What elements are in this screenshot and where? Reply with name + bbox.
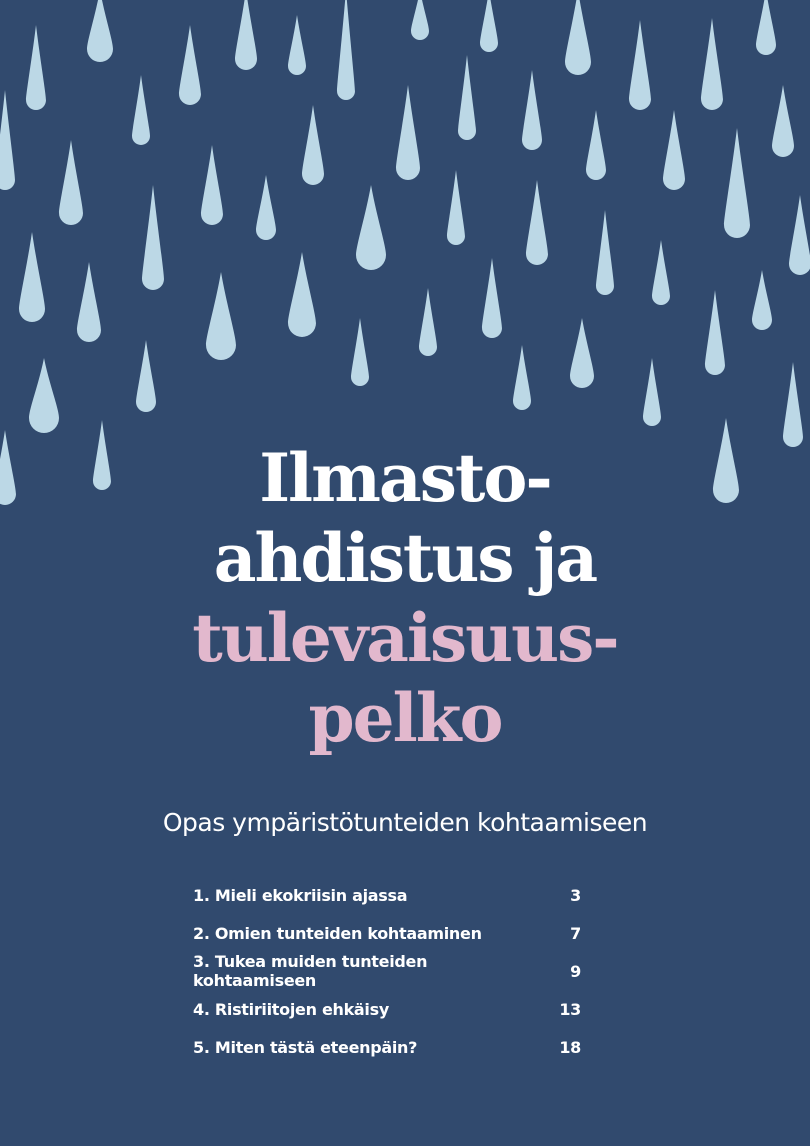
raindrop-shape	[652, 240, 670, 305]
toc-item-3[interactable]	[193, 952, 581, 990]
cover-title	[0, 438, 810, 758]
raindrop-shape	[356, 185, 386, 270]
toc-item-label: 3. Tukea muiden tunteiden kohtaamiseen	[193, 952, 428, 990]
raindrop-shape	[643, 358, 661, 426]
raindrop-shape	[447, 170, 465, 245]
raindrop-shape	[19, 232, 45, 322]
raindrop-shape	[288, 15, 306, 75]
toc-item-4[interactable]	[193, 990, 581, 1028]
raindrop-shape	[411, 0, 429, 40]
title-line-2: ahdistus ja	[213, 519, 597, 597]
raindrop-shape	[705, 290, 725, 375]
raindrop-shape	[565, 0, 591, 75]
raindrop-shape	[629, 20, 651, 110]
raindrop-shape	[724, 128, 750, 238]
raindrop-shape	[256, 175, 276, 240]
title-line-4: pelko	[308, 679, 502, 757]
raindrop-shape	[142, 185, 164, 290]
raindrop-shape	[752, 270, 772, 330]
toc-item-label: 1. Mieli ekokriisin ajassa	[193, 885, 408, 905]
title-line-3: tulevaisuus-	[192, 599, 618, 677]
raindrop-shape	[0, 90, 15, 190]
toc-item-label: 4. Ristiriitojen ehkäisy	[193, 999, 389, 1019]
raindrop-shape	[419, 288, 437, 356]
raindrop-shape	[337, 0, 355, 100]
raindrop-shape	[206, 272, 236, 360]
raindrop-shape	[789, 195, 810, 275]
toc-item-page: 3	[570, 885, 581, 905]
raindrop-shape	[132, 75, 150, 145]
toc-item-page: 9	[570, 961, 581, 981]
raindrop-shape	[522, 70, 542, 150]
raindrop-shape	[772, 85, 794, 157]
table-of-contents	[193, 876, 581, 1066]
raindrop-shape	[596, 210, 614, 295]
raindrop-shape	[570, 318, 594, 388]
subtitle: Opas ympäristötunteiden kohtaamiseen	[162, 808, 648, 837]
toc-item-page: 18	[559, 1037, 581, 1057]
raindrop-shape	[756, 0, 776, 55]
toc-item-page: 7	[570, 923, 581, 943]
raindrop-shape	[663, 110, 685, 190]
title-line-1: Ilmasto-	[259, 439, 551, 517]
raindrop-shape	[136, 340, 156, 412]
raindrop-shape	[179, 25, 201, 105]
raindrop-shape	[526, 180, 548, 265]
raindrop-shape	[26, 25, 46, 110]
toc-item-label: 2. Omien tunteiden kohtaaminen	[193, 923, 482, 943]
raindrop-shape	[513, 345, 531, 410]
raindrop-shape	[29, 358, 59, 433]
raindrop-shape	[586, 110, 606, 180]
raindrop-shape	[77, 262, 101, 342]
toc-item-5[interactable]	[193, 1028, 581, 1066]
raindrop-shape	[59, 140, 83, 225]
raindrop-shape	[351, 318, 369, 386]
raindrop-shape	[783, 362, 803, 447]
toc-item-page: 13	[559, 999, 581, 1019]
raindrop-shape	[87, 0, 113, 62]
toc-item-label: 5. Miten tästä eteenpäin?	[193, 1037, 418, 1057]
raindrop-shape	[235, 0, 257, 70]
raindrop-shape	[701, 18, 723, 110]
raindrop-shape	[480, 0, 498, 52]
toc-item-2[interactable]	[193, 914, 581, 952]
raindrop-shape	[288, 252, 316, 337]
raindrop-shape	[302, 105, 324, 185]
raindrop-shape	[201, 145, 223, 225]
raindrop-shape	[482, 258, 502, 338]
toc-item-1[interactable]	[193, 876, 581, 914]
raindrop-shape	[458, 55, 476, 140]
raindrop-shape	[396, 85, 420, 180]
